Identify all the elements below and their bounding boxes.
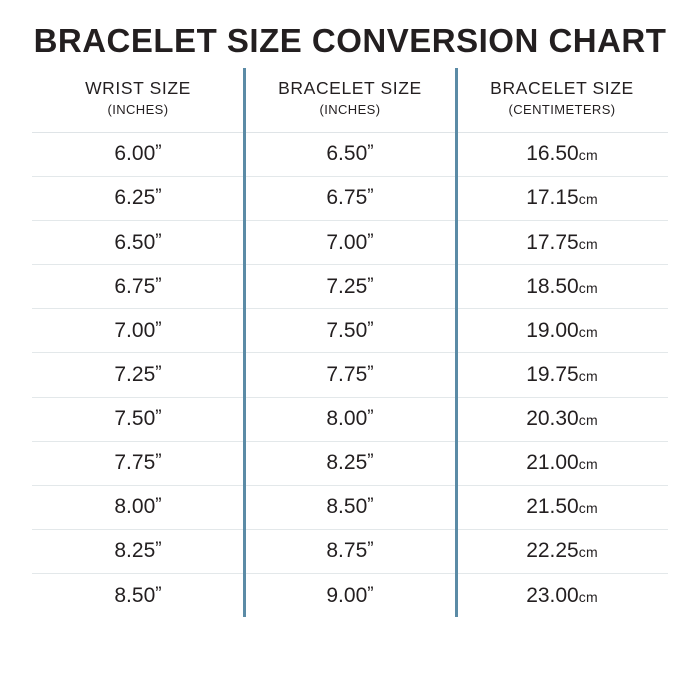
inch-mark: ” [367,407,374,429]
header-row [32,68,668,132]
inch-mark: ” [155,142,162,164]
cell-wrist-size [32,176,244,220]
inch-mark: ” [367,186,374,208]
cell-wrist-size [32,529,244,573]
cell-bracelet-centimeters [456,265,668,309]
table-row [32,485,668,529]
column-divider-1 [243,68,246,617]
column-header-bracelet-inches-sub: (INCHES) [319,101,381,117]
value-bracelet-centimeters: 16.50 [526,142,579,166]
cm-suffix: cm [578,412,598,429]
value-bracelet-centimeters: 21.50 [526,495,579,519]
cell-wrist-size [32,309,244,353]
inch-mark: ” [155,539,162,561]
cm-suffix: cm [578,235,598,252]
value-bracelet-centimeters: 22.25 [526,539,579,563]
cell-wrist-size [32,353,244,397]
cell-bracelet-inches [244,265,456,309]
table-row [32,265,668,309]
cell-wrist-size [32,485,244,529]
value-wrist-size: 6.75 [114,274,156,298]
cell-bracelet-inches [244,441,456,485]
value-bracelet-inches: 8.00 [326,407,368,431]
cell-wrist-size [32,441,244,485]
value-bracelet-centimeters: 17.75 [526,230,579,254]
column-header-bracelet-centimeters-main: BRACELET SIZE [490,78,634,98]
inch-mark: ” [155,186,162,208]
inch-mark: ” [367,539,374,561]
inch-mark: ” [155,583,162,605]
table-row [32,529,668,573]
inch-mark: ” [367,583,374,605]
inch-mark: ” [155,495,162,517]
cell-bracelet-centimeters [456,221,668,265]
cm-suffix: cm [578,500,598,517]
cell-bracelet-inches [244,397,456,441]
value-bracelet-centimeters: 23.00 [526,583,579,607]
value-wrist-size: 6.25 [114,186,156,210]
cm-suffix: cm [578,588,598,605]
cell-bracelet-centimeters [456,309,668,353]
inch-mark: ” [367,274,374,296]
cell-wrist-size [32,265,244,309]
value-wrist-size: 6.50 [114,230,156,254]
cm-suffix: cm [578,323,598,340]
cell-wrist-size [32,132,244,176]
column-header-wrist-size-sub: (INCHES) [107,101,169,117]
table-row [32,221,668,265]
column-header-bracelet-centimeters-sub: (CENTIMETERS) [508,101,616,117]
cell-wrist-size [32,397,244,441]
cm-suffix: cm [578,279,598,296]
table-row [32,176,668,220]
table-body [32,132,668,617]
inch-mark: ” [155,318,162,340]
size-conversion-table [32,68,668,617]
column-divider-2 [455,68,458,617]
value-bracelet-inches: 7.50 [326,318,368,342]
cell-bracelet-centimeters [456,353,668,397]
cell-bracelet-centimeters [456,529,668,573]
value-wrist-size: 8.50 [114,583,156,607]
cell-bracelet-inches [244,221,456,265]
cell-bracelet-inches [244,529,456,573]
value-bracelet-inches: 7.00 [326,230,368,254]
value-bracelet-centimeters: 19.75 [526,362,579,386]
value-wrist-size: 7.00 [114,318,156,342]
cell-bracelet-centimeters [456,574,668,618]
inch-mark: ” [155,274,162,296]
table-row [32,353,668,397]
value-bracelet-inches: 7.75 [326,362,368,386]
cm-suffix: cm [578,367,598,384]
cell-bracelet-centimeters [456,132,668,176]
value-bracelet-inches: 8.25 [326,451,368,475]
inch-mark: ” [367,142,374,164]
value-bracelet-inches: 9.00 [326,583,368,607]
value-bracelet-inches: 8.50 [326,495,368,519]
value-wrist-size: 6.00 [114,142,156,166]
value-bracelet-inches: 6.75 [326,186,368,210]
inch-mark: ” [367,451,374,473]
value-wrist-size: 8.00 [114,495,156,519]
inch-mark: ” [155,230,162,252]
inch-mark: ” [155,362,162,384]
value-bracelet-inches: 6.50 [326,142,368,166]
cell-bracelet-inches [244,309,456,353]
cm-suffix: cm [578,544,598,561]
value-bracelet-centimeters: 21.00 [526,451,579,475]
inch-mark: ” [155,451,162,473]
cell-bracelet-centimeters [456,397,668,441]
cell-bracelet-inches [244,485,456,529]
inch-mark: ” [155,407,162,429]
column-header-wrist-size [32,68,244,132]
cell-bracelet-inches [244,353,456,397]
value-wrist-size: 8.25 [114,539,156,563]
column-header-bracelet-inches [244,68,456,132]
cm-suffix: cm [578,456,598,473]
cell-bracelet-centimeters [456,441,668,485]
inch-mark: ” [367,230,374,252]
cell-bracelet-inches [244,176,456,220]
size-table-container [32,68,668,617]
table-row [32,441,668,485]
cell-wrist-size [32,574,244,618]
inch-mark: ” [367,495,374,517]
cell-bracelet-centimeters [456,176,668,220]
cell-bracelet-inches [244,574,456,618]
cell-bracelet-centimeters [456,485,668,529]
page-title: BRACELET SIZE CONVERSION CHART [33,22,667,59]
cell-wrist-size [32,221,244,265]
cm-suffix: cm [578,147,598,164]
value-bracelet-inches: 7.25 [326,274,368,298]
value-bracelet-centimeters: 17.15 [526,186,579,210]
value-wrist-size: 7.25 [114,362,156,386]
value-wrist-size: 7.75 [114,451,156,475]
table-header [32,68,668,132]
column-header-bracelet-inches-main: BRACELET SIZE [278,78,422,98]
table-row [32,574,668,618]
value-bracelet-centimeters: 20.30 [526,407,579,431]
table-row [32,309,668,353]
column-header-wrist-size-main: WRIST SIZE [85,78,191,98]
inch-mark: ” [367,362,374,384]
table-row [32,397,668,441]
value-bracelet-centimeters: 18.50 [526,274,579,298]
cm-suffix: cm [578,191,598,208]
value-bracelet-centimeters: 19.00 [526,318,579,342]
column-header-bracelet-centimeters [456,68,668,132]
cell-bracelet-inches [244,132,456,176]
inch-mark: ” [367,318,374,340]
table-row [32,132,668,176]
value-wrist-size: 7.50 [114,407,156,431]
value-bracelet-inches: 8.75 [326,539,368,563]
